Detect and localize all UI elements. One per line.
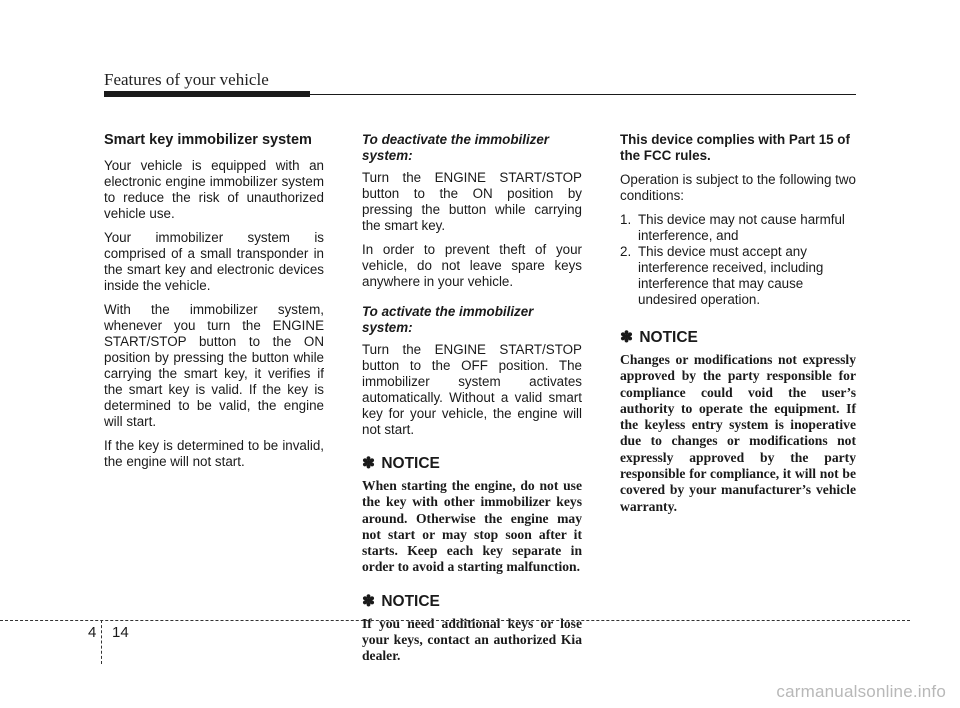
- notice-title: NOTICE: [381, 592, 440, 610]
- notice-star-icon: ✽: [620, 329, 633, 346]
- header-rule: [310, 94, 856, 95]
- section-heading: Smart key immobilizer system: [104, 132, 312, 148]
- deactivate-heading: To deactivate the immobilizer system:: [362, 132, 550, 163]
- paragraph: If the key is determined to be invalid, the engine will not start.: [104, 438, 324, 469]
- column-right: [620, 132, 856, 523]
- notice-body: When starting the engine, do not use the key with other immobilizer keys around. Otherwise the engine may not start or may stop soon after it starts. Keep each key separate in order to avoid a starting malfunction.: [362, 478, 582, 575]
- notice-title: NOTICE: [381, 455, 440, 472]
- header-bar: [104, 91, 310, 97]
- notice-body: Changes or modifications not expressly approved by the party responsible for compliance could void the user’s authority to operate the equipment. If the keyless entry system is inoperative due to changes or modifications not expressly approved by the party responsible for compliance, it will not be covered by your manufacturer’s vehicle warranty.: [620, 352, 856, 514]
- conditions-list: [620, 212, 856, 308]
- notice-body: If you need additional keys or lose your keys, contact an authorized Kia dealer.: [362, 615, 582, 664]
- page-header-title: Features of your vehicle: [104, 70, 269, 89]
- column-middle: [362, 132, 582, 673]
- notice-star-icon: ✽: [362, 592, 375, 610]
- paragraph: Turn the ENGINE START/STOP button to the OFF position. The immobilizer system activates automatically. Without a valid smart key for your vehicle, the engine will not start.: [362, 342, 582, 437]
- notice-heading: [620, 330, 856, 346]
- list-number: 2.: [620, 244, 632, 259]
- column-left: [104, 132, 324, 478]
- notice-star-icon: ✽: [362, 455, 375, 472]
- notice-heading: [362, 594, 582, 610]
- list-item: [620, 244, 856, 308]
- activate-heading: To activate the immobilizer system:: [362, 304, 534, 335]
- chapter-number: 4: [88, 624, 97, 641]
- footer-rule: [0, 620, 910, 621]
- paragraph: Your vehicle is equipped with an electronic engine immobilizer system to reduce the risk of unauthorized vehicle use.: [104, 158, 324, 221]
- paragraph: Operation is subject to the following two conditions:: [620, 172, 856, 203]
- list-item: [620, 212, 856, 244]
- paragraph: Turn the ENGINE START/STOP button to the ON position by pressing the button while carrying the smart key.: [362, 170, 582, 233]
- paragraph: Your immobilizer system is comprised of a small transponder in the smart key and electronic devices inside the vehicle.: [104, 230, 324, 293]
- list-text: This device must accept any interference received, including interference that may cause undesired operation.: [638, 244, 824, 307]
- paragraph: In order to prevent theft of your vehicle, do not leave spare keys anywhere in your vehicle.: [362, 242, 582, 289]
- footer-divider: [101, 620, 102, 664]
- list-text: This device may not cause harmful interference, and: [638, 212, 845, 243]
- watermark: carmanualsonline.info: [776, 682, 946, 701]
- paragraph: With the immobilizer system, whenever you turn the ENGINE START/STOP button to the ON position by pressing the button while carrying the smart key, it verifies if the smart key is valid. If the key is determined to be valid, the engine will start.: [104, 302, 324, 429]
- list-number: 1.: [620, 212, 632, 227]
- notice-heading: [362, 456, 582, 472]
- page-number: 14: [112, 624, 129, 641]
- fcc-heading: This device complies with Part 15 of the FCC rules.: [620, 132, 850, 163]
- notice-title: NOTICE: [639, 329, 698, 346]
